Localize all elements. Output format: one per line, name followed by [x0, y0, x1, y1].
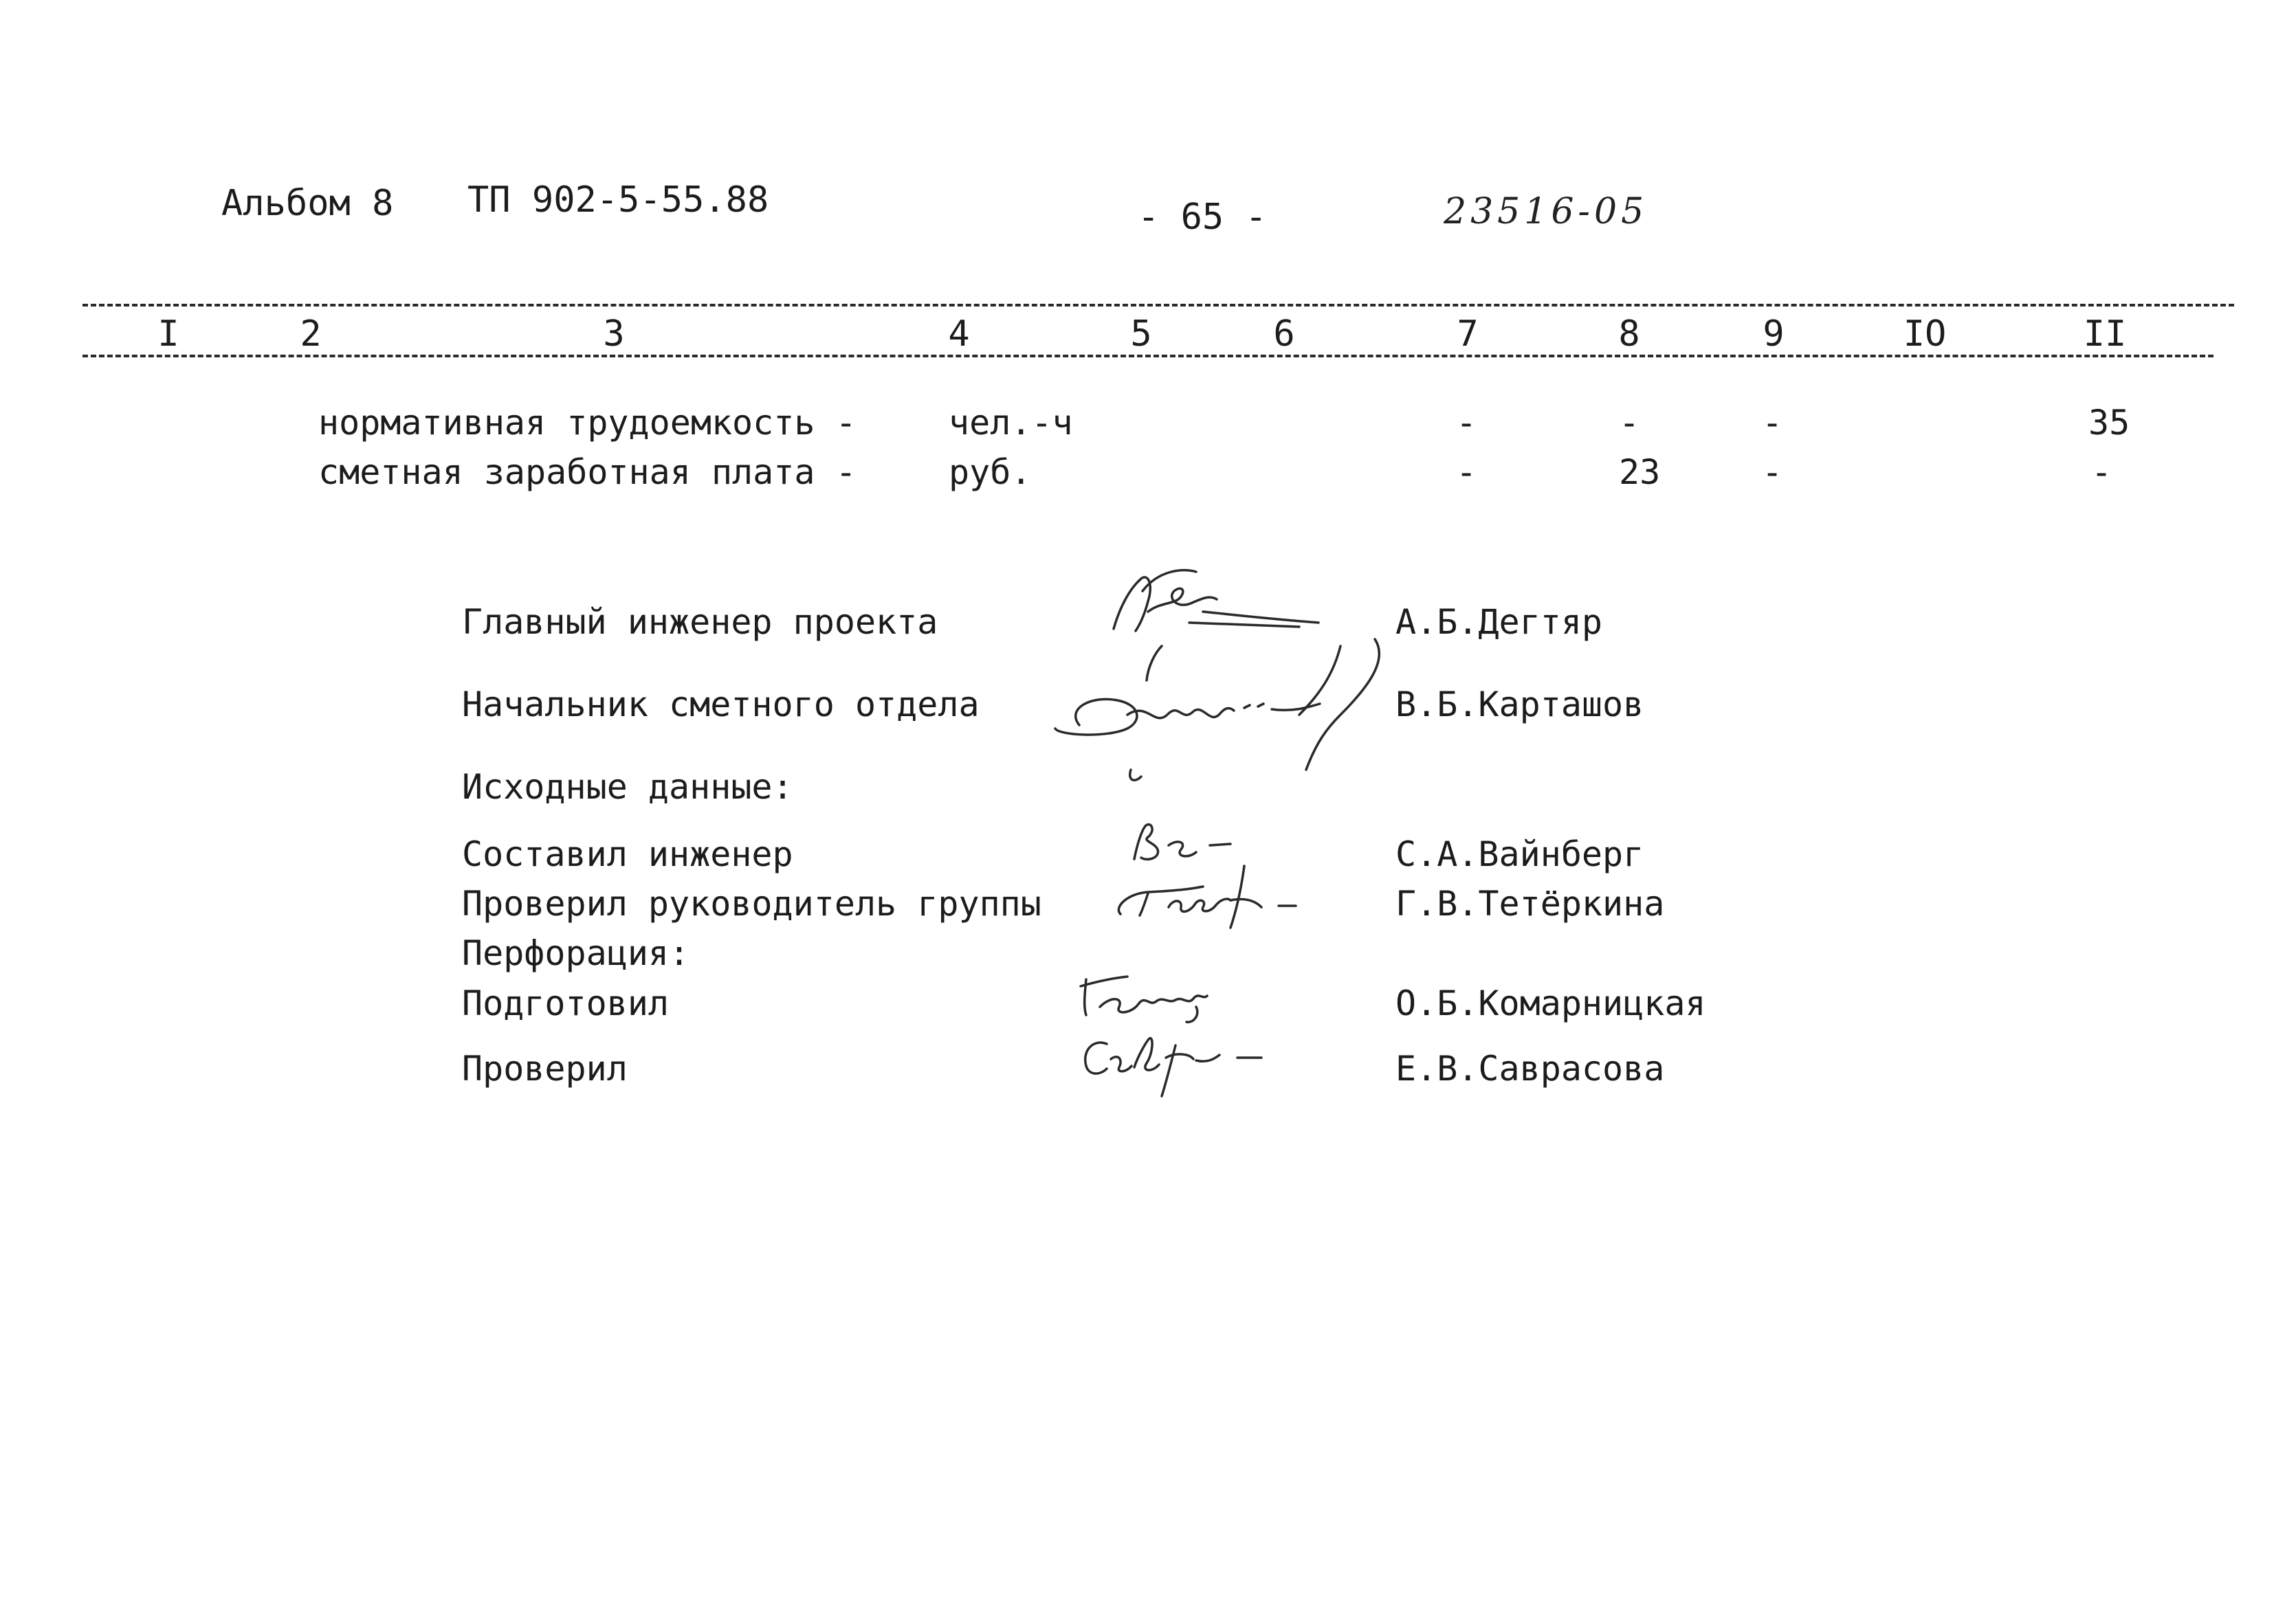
column-header-top-rule: [82, 304, 2234, 307]
section-heading-source-data: Исходные данные:: [462, 767, 793, 807]
row-value-col8: -: [1619, 403, 1640, 443]
row-label: сметная заработная плата -: [318, 452, 857, 492]
column-number-10: IO: [1903, 313, 1947, 355]
row-unit: чел.-ч: [949, 403, 1073, 443]
column-number-4: 4: [948, 313, 970, 355]
handwritten-signature-teterkina: [1107, 859, 1306, 935]
column-number-2: 2: [300, 313, 322, 355]
document-number: 23516-05: [1444, 191, 1648, 232]
row-value-col11: 35: [2088, 403, 2130, 443]
row-value-col8: 23: [1619, 452, 1661, 492]
column-number-8: 8: [1618, 313, 1640, 355]
column-number-1: I: [157, 313, 179, 355]
section-heading-perforation: Перфорация:: [462, 933, 690, 973]
signature-name-savrasova: Е.В.Саврасова: [1395, 1049, 1665, 1089]
column-number-3: 3: [603, 313, 625, 355]
column-number-5: 5: [1130, 313, 1152, 355]
row-unit: руб.: [949, 452, 1032, 492]
row-value-col11: -: [2091, 452, 2112, 492]
row-value-col9: -: [1762, 452, 1783, 492]
signature-name-degtyar: А.Б.Дегтяр: [1395, 602, 1603, 642]
column-number-7: 7: [1457, 313, 1479, 355]
row-value-col9: -: [1762, 403, 1783, 443]
signature-name-teterkina: Г.В.Тетёркина: [1395, 884, 1665, 924]
album-label: Альбом 8: [221, 183, 394, 224]
row-value-col7: -: [1456, 452, 1477, 492]
signature-role-compiler: Составил инженер: [462, 834, 793, 874]
signature-role-prepared: Подготовил: [462, 983, 670, 1023]
column-header-bottom-rule: [82, 355, 2214, 357]
signature-name-komarnitskaya: О.Б.Комарницкая: [1395, 983, 1706, 1023]
signature-name-kartashov: В.Б.Карташов: [1395, 685, 1644, 724]
signature-role-estimate-head: Начальник сметного отдела: [462, 685, 980, 724]
page-number: - 65 -: [1138, 197, 1267, 238]
handwritten-signature-savrasova: [1072, 1027, 1272, 1103]
handwritten-signature-kartashov: [1045, 632, 1402, 804]
signature-role-group-leader: Проверил руководитель группы: [462, 884, 1041, 924]
row-label: нормативная трудоемкость -: [318, 403, 857, 443]
handwritten-signature-komarnitskaya: [1072, 966, 1224, 1027]
row-value-col7: -: [1456, 403, 1477, 443]
column-number-11: II: [2083, 313, 2127, 355]
signature-role-chief-engineer: Главный инженер проекта: [462, 602, 938, 642]
signature-role-checked: Проверил: [462, 1049, 628, 1089]
column-number-9: 9: [1763, 313, 1785, 355]
signature-name-vainberg: С.А.Вайнберг: [1395, 834, 1644, 874]
project-code: ТП 902-5-55.88: [467, 179, 769, 221]
column-number-6: 6: [1273, 313, 1295, 355]
